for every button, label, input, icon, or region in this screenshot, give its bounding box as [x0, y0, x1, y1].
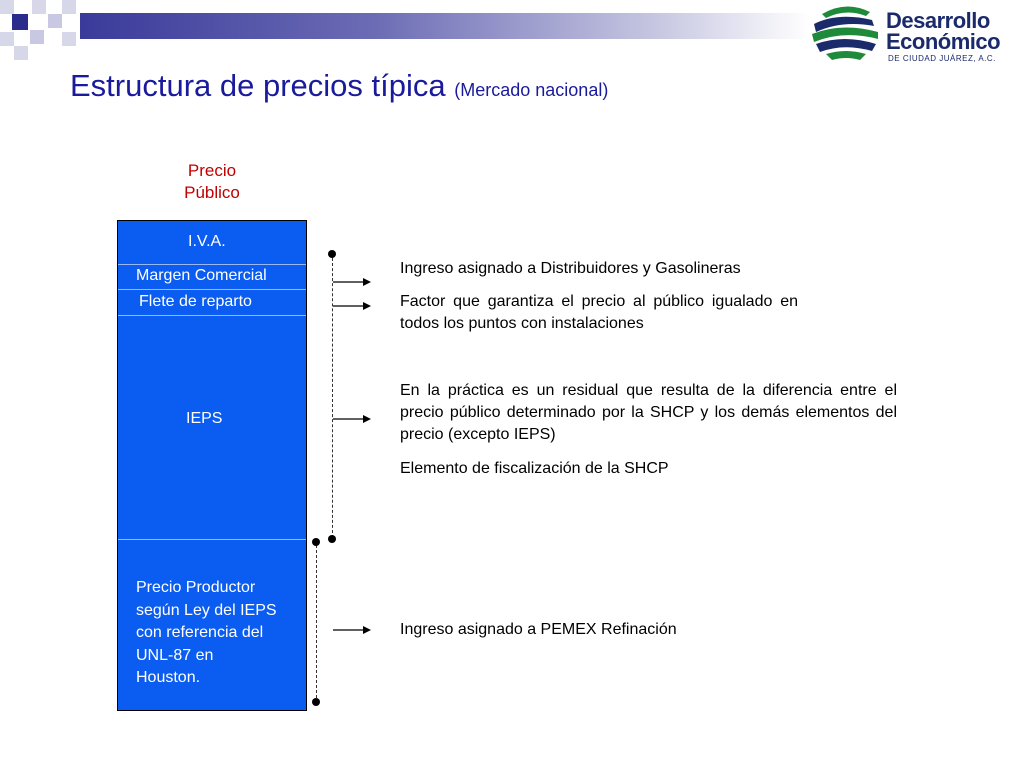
bracket-dot: [328, 535, 336, 543]
square-light: [48, 14, 62, 28]
desc-margen: Ingreso asignado a Distribuidores y Gasolineras: [400, 260, 741, 277]
bracket-dot: [312, 698, 320, 706]
logo-text-line1: Desarrollo: [886, 8, 990, 33]
segment-divider: [118, 315, 306, 316]
segment-flete: Flete de reparto: [139, 293, 252, 310]
square-light: [32, 0, 46, 14]
square-navy: [12, 14, 28, 30]
square-light: [62, 0, 76, 14]
square-light: [62, 32, 76, 46]
square-light: [30, 30, 44, 44]
logo-text-line3: DE CIUDAD JUÁREZ, A.C.: [888, 54, 996, 63]
segment-productor-line2: según Ley del IEPS: [136, 601, 277, 619]
column-heading-line1: Precio: [187, 161, 237, 180]
segment-margen: Margen Comercial: [136, 267, 267, 284]
arrow-right-icon: [333, 413, 371, 425]
segment-divider: [118, 264, 306, 265]
arrow-right-icon: [333, 624, 371, 636]
desc-ieps-1: En la práctica es un residual que resulta de la diferencia entre el precio público determinado por la SHCP y los demás elementos del precio (excepto IEPS): [400, 382, 897, 443]
segment-productor-line3: con referencia del: [136, 624, 264, 641]
bracket-dot: [312, 538, 320, 546]
square-light: [14, 46, 28, 60]
page-title: [70, 68, 608, 104]
logo-text-line2: Económico: [886, 29, 1001, 54]
logo: [808, 2, 1024, 66]
arrow-right-icon: [333, 300, 371, 312]
title-subtitle: (Mercado nacional): [454, 80, 609, 100]
segment-productor-line5: Houston.: [136, 669, 201, 686]
desc-productor: Ingreso asignado a PEMEX Refinación: [400, 621, 677, 638]
globe-icon: [808, 2, 884, 66]
segment-divider: [118, 539, 306, 540]
column-heading: [160, 160, 264, 204]
segment-productor-line1: Precio Productor: [136, 579, 256, 596]
segment-iva: I.V.A.: [188, 233, 226, 250]
segment-productor-line4: UNL-87 en: [136, 646, 214, 664]
title-main: Estructura de precios típica: [70, 68, 446, 103]
arrow-right-icon: [333, 276, 371, 288]
price-structure-column: [117, 220, 307, 711]
bracket-line-lower: [316, 545, 317, 703]
column-heading-line2: Público: [184, 183, 240, 202]
desc-flete: Factor que garantiza el precio al público igualado en todos los puntos con instalaciones: [400, 293, 798, 332]
segment-productor: [136, 577, 308, 690]
segment-ieps: IEPS: [186, 410, 223, 427]
bracket-dot: [328, 250, 336, 258]
desc-ieps-2: Elemento de fiscalización de la SHCP: [400, 460, 669, 477]
header-gradient-bar: [80, 13, 810, 39]
square-light: [0, 32, 14, 46]
segment-divider: [118, 289, 306, 290]
square-light: [0, 0, 14, 14]
